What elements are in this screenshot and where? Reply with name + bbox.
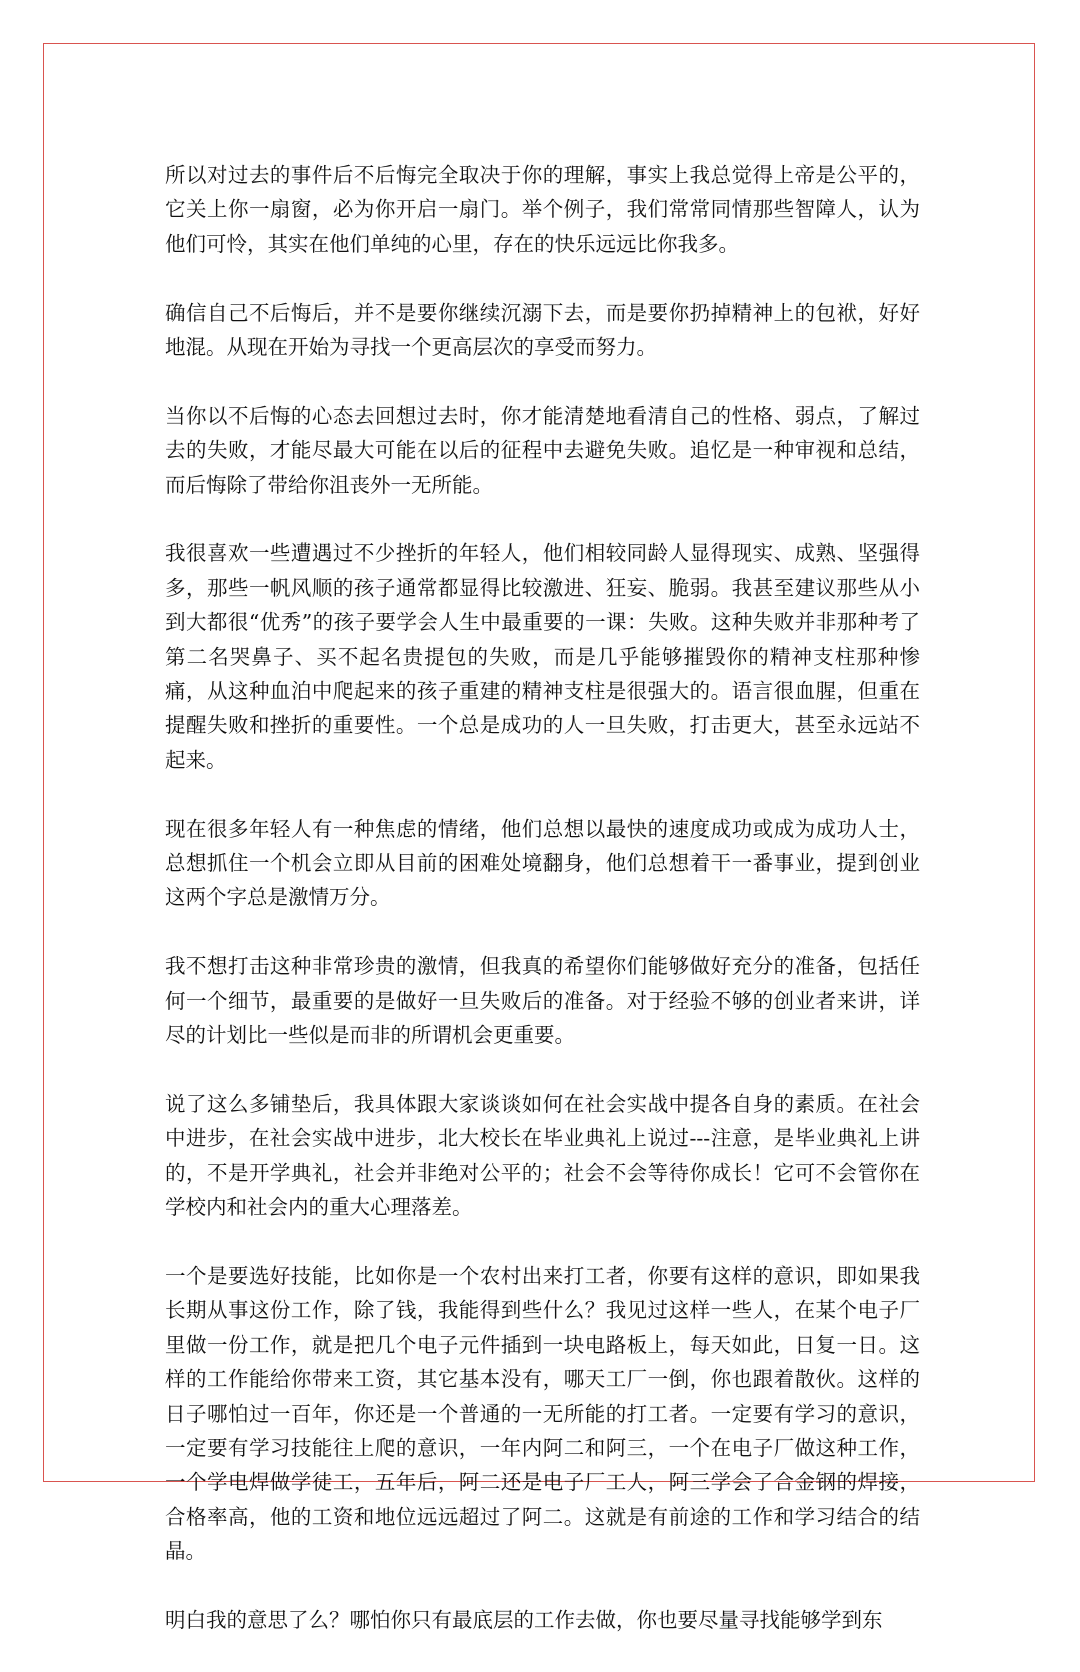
- document-body: [165, 158, 920, 1672]
- paragraph-9: 明白我的意思了么？哪怕你只有最底层的工作去做，你也要尽量寻找能够学到东: [165, 1607, 883, 1632]
- paragraph-3: 当你以不后悔的心态去回想过去时，你才能清楚地看清自己的性格、弱点，了解过去的失败，才能尽最大可能在以后的征程中去避免失败。追忆是一种审视和总结，而后悔除了带给你沮丧外一无所能。: [165, 403, 920, 497]
- paragraph-1: 所以对过去的事件后不后悔完全取决于你的理解，事实上我总觉得上帝是公平的，它关上你一扇窗，必为你开启一扇门。举个例子，我们常常同情那些智障人，认为他们可怜，其实在他们单纯的心里，存在的快乐远远比你我多。: [165, 163, 920, 256]
- paragraph-8: 一个是要选好技能，比如你是一个农村出来打工者，你要有这样的意识，即如果我长期从事这份工作，除了钱，我能得到些什么？我见过这样一些人，在某个电子厂里做一份工作，就是把几个电子元件插到一块电路板上，每天如此，日复一日。这样的工作能给你带来工资，其它基本没有，哪天工厂一倒，你也跟着散伙。这样的日子哪怕过一百年，你还是一个普通的一无所能的打工者。一定要有学习的意识，一定要有学习技能往上爬的意识，一年内阿二和阿三，一个在电子厂做这种工作，一个学电焊做学徒工，五年后，阿二还是电子厂工人，阿三学会了合金钢的焊接，合格率高，他的工资和地位远远超过了阿二。这就是有前途的工作和学习结合的结晶。: [165, 1263, 920, 1564]
- paragraph-4: 我很喜欢一些遭遇过不少挫折的年轻人，他们相较同龄人显得现实、成熟、坚强得多，那些一帆风顺的孩子通常都显得比较激进、狂妄、脆弱。我甚至建议那些从小到大都很“优秀”的孩子要学会人生中最重要的一课：失败。这种失败并非那种考了第二名哭鼻子、买不起名贵提包的失败，而是几乎能够摧毁你的精神支柱那种惨痛，从这种血泊中爬起来的孩子重建的精神支柱是很强大的。语言很血腥，但重在提醒失败和挫折的重要性。一个总是成功的人一旦失败，打击更大，甚至永远站不起来。: [165, 541, 920, 772]
- paragraph-5: 现在很多年轻人有一种焦虑的情绪，他们总想以最快的速度成功或成为成功人士，总想抓住一个机会立即从目前的困难处境翻身，他们总想着干一番事业，提到创业这两个字总是激情万分。: [165, 816, 920, 910]
- paragraph-7: 说了这么多铺垫后，我具体跟大家谈谈如何在社会实战中提各自身的素质。在社会中进步，在社会实战中进步，北大校长在毕业典礼上说过---注意，是毕业典礼上讲的，不是开学典礼，社会并非绝对公平的；社会不会等待你成长！它可不会管你在学校内和社会内的重大心理落差。: [165, 1091, 920, 1220]
- paragraph-2: 确信自己不后悔后，并不是要你继续沉溺下去，而是要你扔掉精神上的包袱，好好地混。从现在开始为寻找一个更高层次的享受而努力。: [165, 300, 920, 360]
- paragraph-6: 我不想打击这种非常珍贵的激情，但我真的希望你们能够做好充分的准备，包括任何一个细节，最重要的是做好一旦失败后的准备。对于经验不够的创业者来讲，详尽的计划比一些似是而非的所谓机会更重要。: [165, 954, 920, 1048]
